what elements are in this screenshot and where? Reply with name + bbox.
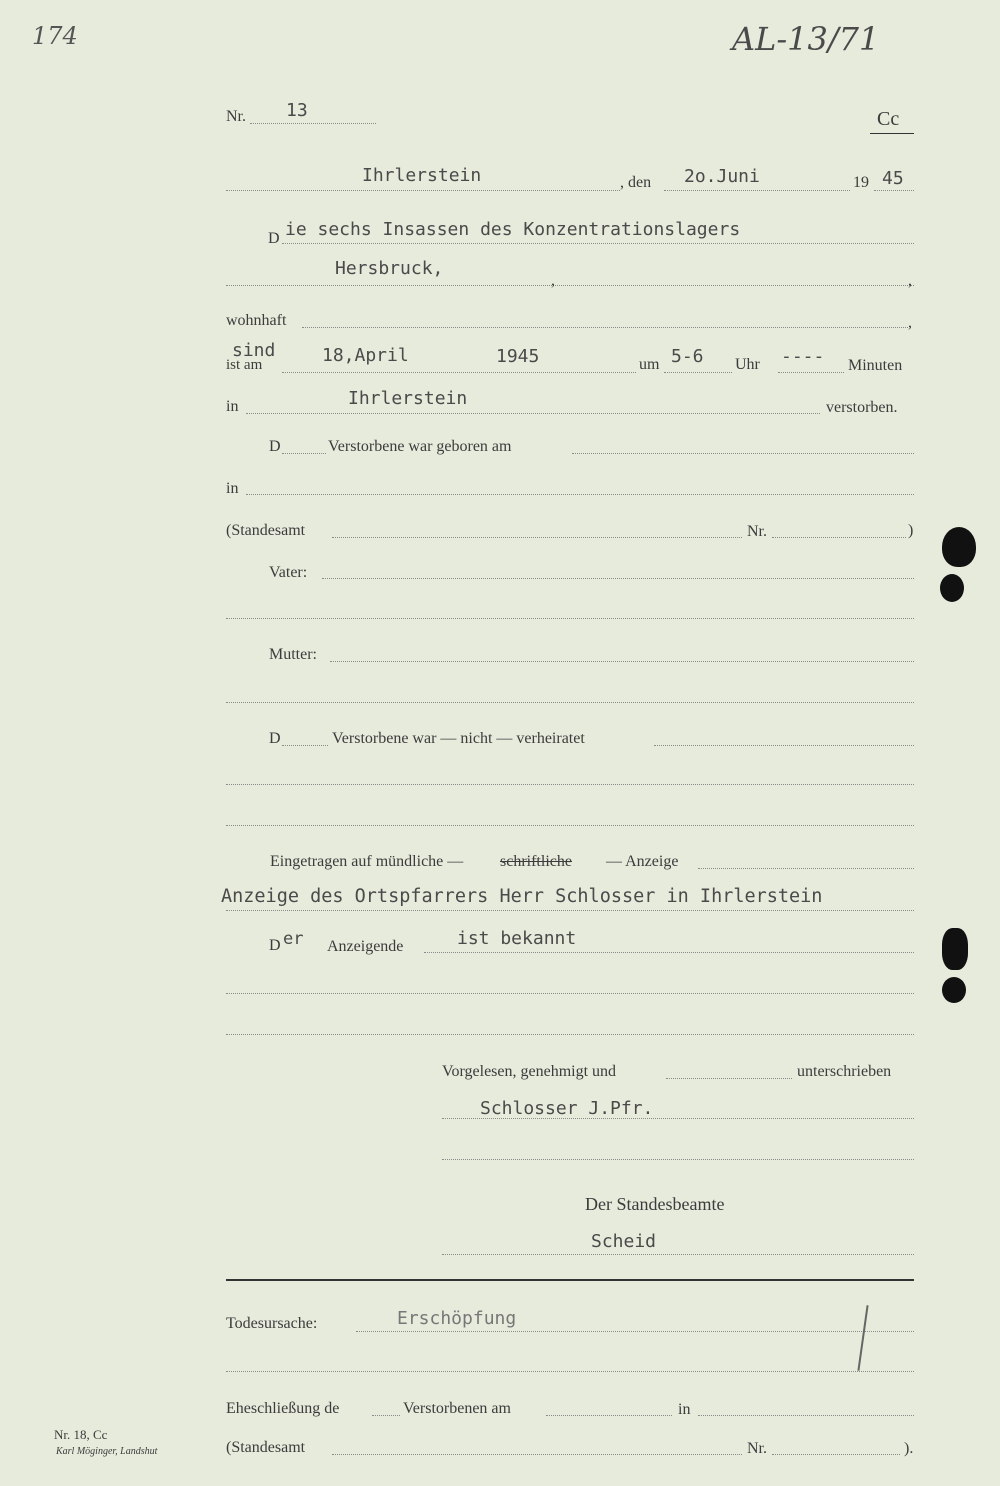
eheschliessung-label: Eheschließung de [226,1400,340,1417]
punch-hole [942,527,976,567]
birth-d-line [282,453,326,454]
report-line-3 [226,1034,914,1035]
marital-text: Verstorbene war — nicht — verheiratet [332,730,585,747]
deceased-line2: Hersbruck, [335,258,444,279]
anzeige-text: Anzeige des Ortspfarrers Herr Schlosser in Ihrlerstein [221,886,823,907]
signer-name: Schlosser J.Pfr. [480,1098,654,1119]
schriftliche-struck: schriftliche [500,853,572,870]
birth-place-line [246,494,914,495]
standesbeamte-name: Scheid [591,1231,657,1252]
marital-line-3 [226,825,914,826]
form-code-underline [870,133,914,134]
signer-line [442,1118,914,1119]
birth-standesamt-line [332,537,742,538]
birth-d-label: D [269,438,281,455]
form-code: Cc [877,108,900,130]
minutes-line [778,372,844,373]
minuten-label: Minuten [848,357,903,374]
in-label: in [226,398,239,415]
footer-close: ). [904,1440,914,1457]
marital-d-line [282,745,328,746]
footer-standesamt-line [332,1454,742,1455]
vater-label: Vater: [269,564,308,581]
nr-line [250,123,376,124]
birth-date-line [572,453,914,454]
printer-imprint: Karl Möginger, Landshut [56,1446,158,1457]
standesbeamte-label: Der Standesbeamte [585,1194,725,1214]
vater-line-2 [226,618,914,619]
date-value: 2o.Juni [684,166,760,187]
eingetragen-label: Eingetragen auf mündliche — [270,853,464,870]
anzeige-label: — Anzeige [606,853,679,870]
year-suffix: 45 [882,168,904,189]
mutter-line [330,661,914,662]
mutter-label: Mutter: [269,646,317,663]
todesursache-line [356,1331,914,1332]
den-label: , den [620,174,652,191]
punch-hole [942,928,968,970]
todesursache-value: Erschöpfung [397,1308,517,1329]
wohnhaft-comma: , [908,314,912,331]
death-place-line [246,413,820,414]
footer-standesamt-label: (Standesamt [226,1439,306,1456]
vater-line [322,578,914,579]
section-separator [226,1279,914,1281]
mutter-line-2 [226,702,914,703]
date-line [664,190,850,191]
anzeige-line [698,868,914,869]
todesursache-line-2 [226,1371,914,1372]
ist-am-label: ist am [226,357,263,373]
deceased-line2-rule [226,285,914,286]
birth-standesamt-label: (Standesamt [226,522,306,539]
um-label: um [639,356,660,373]
bekannt-line [424,952,914,953]
death-year: 1945 [496,346,540,367]
year-prefix: 19 [853,174,869,191]
death-hour: 5-6 [671,346,704,367]
verstorbenen-label: Verstorbenen am [403,1400,511,1417]
footer-in-label: in [678,1401,691,1418]
punch-hole [940,574,964,602]
place-value: Ihrlerstein [362,165,482,186]
nr-label: Nr. [226,108,246,125]
deceased-comma2: , [908,272,912,289]
todesursache-label: Todesursache: [226,1315,318,1332]
deceased-line1-rule [282,243,914,244]
der-suffix: er [283,929,304,949]
deceased-comma1: , [551,272,555,289]
unterschrieben-label: unterschrieben [797,1063,892,1080]
marital-line-2 [226,784,914,785]
anzeige-text-line [226,910,914,911]
punch-hole [942,977,966,1003]
death-date: 18,April [322,345,409,366]
form-number: Nr. 18, Cc [54,1427,108,1442]
anzeigende-label: Anzeigende [327,938,404,955]
margin-note-right: AL-13/71 [732,20,880,58]
eheschliessung-de-line [372,1415,400,1416]
death-minutes: ---- [781,346,825,367]
footer-nr-line [772,1454,900,1455]
birth-close: ) [908,522,914,539]
death-place: Ihrlerstein [348,388,468,409]
uhr-label: Uhr [735,356,760,373]
birth-in-label: in [226,480,239,497]
place-line [226,190,620,191]
margin-note-left: 174 [32,22,78,50]
signer-line-2 [442,1159,914,1160]
sind-text: sind [232,340,276,361]
der-prefix: D [269,937,281,954]
record-number: 13 [286,100,308,121]
vorgelesen-label: Vorgelesen, genehmigt und [442,1063,617,1080]
marital-d-label: D [269,730,281,747]
year-line [874,190,914,191]
birth-nr-line [772,537,906,538]
report-line-2 [226,993,914,994]
standesbeamte-line [442,1254,914,1255]
bekannt-text: ist bekannt [457,928,577,949]
birth-nr-label: Nr. [747,523,767,540]
eheschliessung-date-line [546,1415,672,1416]
wohnhaft-line [302,327,908,328]
footer-nr-label: Nr. [747,1440,767,1457]
death-date-line [282,372,636,373]
wohnhaft-label: wohnhaft [226,312,287,329]
pen-mark [857,1305,868,1371]
deceased-d-prefix: D [268,230,280,247]
hour-line [664,372,732,373]
marital-line [654,745,914,746]
vorgelesen-line [666,1078,792,1079]
verstorben-label: verstorben. [826,399,898,416]
birth-text: Verstorbene war geboren am [328,438,512,455]
eheschliessung-place-line [698,1415,914,1416]
deceased-line1: ie sechs Insassen des Konzentrationslagers [285,219,741,240]
